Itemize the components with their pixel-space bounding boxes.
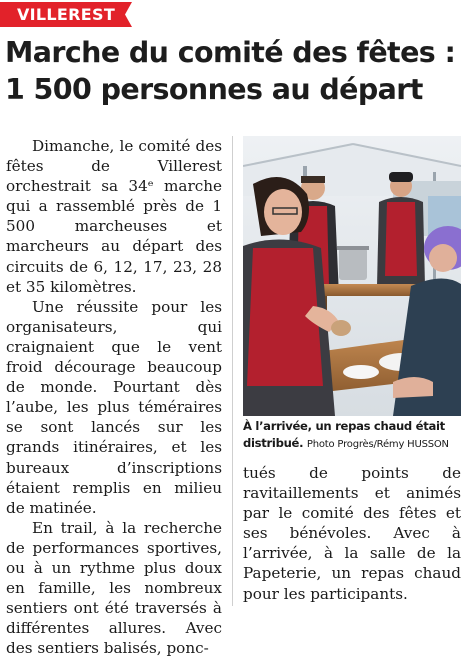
article-column-2 xyxy=(243,463,461,604)
article-paragraph-1: Dimanche, le comité des fêtes de Villerest orchestrait sa 34ᵉ marche qui a rassemblé près de 1 500 marcheuses et marcheurs au départ des circuits de 6, 12, 17, 23, 28 et 35 kilomètres. xyxy=(6,137,222,296)
section-tag xyxy=(0,2,130,27)
photo-credit: Photo Progrès/Rémy HUSSON xyxy=(306,439,449,450)
column-divider xyxy=(232,136,233,606)
headline-line-1: Marche du comité des fêtes : xyxy=(5,36,456,69)
article-column-1 xyxy=(6,136,222,658)
article-paragraph-3-end: tués de points de ravitaillements et animés par le comité des fêtes et ses bénévoles. Avec à l’arrivée, à la salle de la Papeterie, un repas chaud pour les participants. xyxy=(243,464,461,603)
article-paragraph-3-start: En trail, à la recherche de performances sportives, ou à un rythme plus doux en famille, les nombreux sentiers ont été traversés à différentes allures. Avec des sentiers balisés, ponc- xyxy=(6,518,222,658)
article-paragraph-2: Une réussite pour les organisateurs, qui craignaient que le vent froid décourage beaucoup de monde. Pourtant dès l’aube, les plus téméraires se sont lancés sur les grands itinéraires, et les bureaux d’inscriptions étaient remplis en milieu de matinée. xyxy=(6,297,222,517)
section-tag-label: VILLEREST xyxy=(17,5,116,24)
headline-line-2: 1 500 personnes au départ xyxy=(5,73,423,106)
headline xyxy=(5,34,467,108)
photo-illustration xyxy=(243,136,461,416)
photo-caption-text: À l’arrivée, un repas chaud était distribué. xyxy=(243,419,445,450)
photo-caption xyxy=(243,418,465,453)
article-photo xyxy=(243,136,461,416)
